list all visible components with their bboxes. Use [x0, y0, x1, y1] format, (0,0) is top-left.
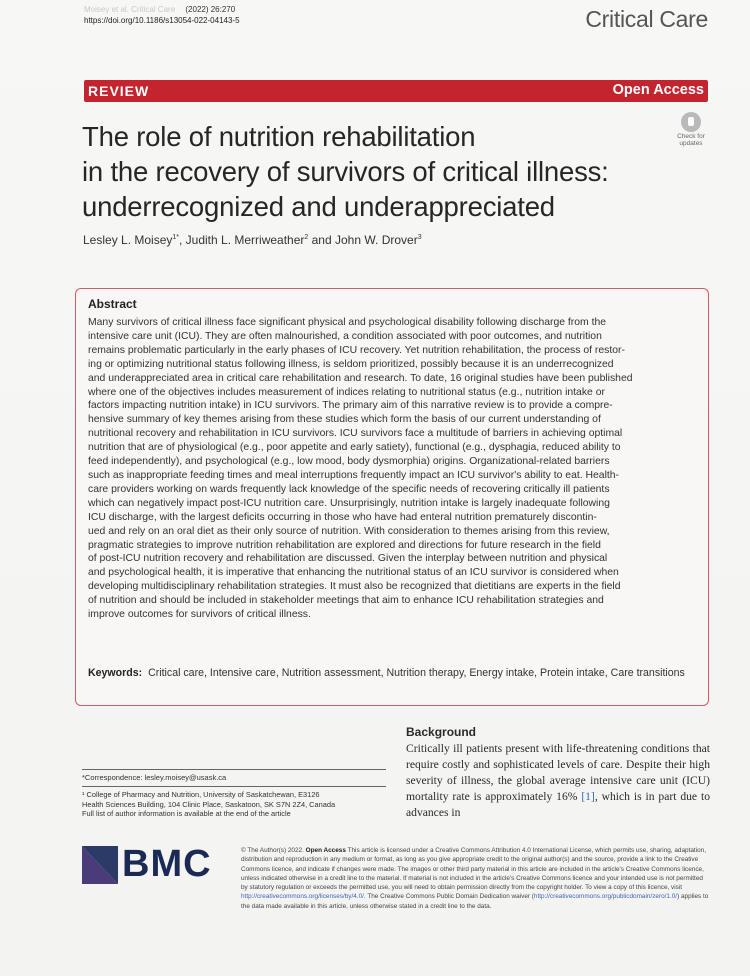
abstract-line: ing or optimizing nutritional status following illness, is seldom prioritized, possibly because it is an underrecognized [88, 358, 614, 370]
author-separator: , [179, 233, 186, 247]
license-text [241, 846, 711, 911]
article-type-banner [84, 80, 708, 102]
keywords [88, 666, 694, 680]
abstract-line: of nutrition and should be included in stakeholder meetings that aim to enhance ICU rehabilitation strategies and [88, 595, 604, 607]
author-name[interactable]: Lesley L. Moisey [83, 233, 173, 247]
abstract-line: feed independently), and psychological (e.g., low mood, body dysmorphia) origins. Organizational-related barriers [88, 456, 610, 468]
abstract-line: care providers working on wards frequently lack knowledge of the specific needs of recovering critically ill patients [88, 483, 610, 495]
license-open-access: Open Access [305, 847, 346, 854]
volume-info: (2022) 26:270 [185, 5, 236, 14]
license-part: © The Author(s) 2022. [241, 847, 306, 854]
author-list [83, 233, 422, 247]
author-name[interactable]: John W. Drover [335, 233, 418, 247]
check-updates-icon [681, 112, 701, 132]
abstract-line: hensive summary of key themes arising from these studies which form the basis of our current understanding of [88, 414, 601, 426]
abstract-heading: Abstract [88, 297, 137, 311]
affiliation-line: ¹ College of Pharmacy and Nutrition, University of Saskatchewan, E3126 [82, 790, 320, 799]
badge-line: Check for [677, 133, 705, 140]
abstract-line: nutritional recovery and rehabilitation in ICU survivors. ICU survivors face a multitude of barriers in achieving optimal [88, 428, 623, 440]
abstract-line: and psychological health, it is imperative that enhancing the nutritional status of an ICU survivor is considered when [88, 567, 619, 579]
abstract-box [75, 288, 709, 706]
body-text: , which is in part due to advances in [406, 790, 710, 819]
abstract-line: intensive care unit (ICU). They are often malnourished, a condition associated with poor outcomes, and nutrition [88, 330, 602, 342]
background-text [406, 741, 710, 821]
abstract-line: pragmatic strategies to improve nutrition rehabilitation are explored and directions for future research in the field [88, 539, 601, 551]
journal-name: Critical Care [585, 6, 708, 32]
author-affiliation-mark: 1* [172, 234, 179, 241]
affiliation [82, 790, 386, 819]
divider [82, 786, 386, 787]
publisher-name: BMC [122, 843, 212, 885]
abstract-line: such as inappropriate feeding times and meal interruptions frequently impact an ICU survivor's ability to eat. Health- [88, 469, 620, 481]
author-separator: and [308, 233, 335, 247]
divider [82, 769, 386, 770]
affiliation-line: Health Sciences Building, 104 Clinic Place, Saskatoon, SK S7N 2Z4, Canada [82, 799, 336, 809]
abstract-line: of post-ICU nutrition recovery and rehabilitation are discussed. Given the interplay between nutrition and physical [88, 553, 608, 565]
abstract-line: which can negatively impact post-ICU nutrition care. Unsurprisingly, nutrition intake is largely inadequate following [88, 497, 610, 509]
abstract-line: Many survivors of critical illness face significant physical and psychological disability following discharge from the [88, 317, 607, 328]
abstract-line: improve outcomes for survivors of critical illness. [88, 609, 311, 621]
title-line: in the recovery of survivors of critical illness: [82, 156, 609, 187]
license-part: This article is licensed under a Creative Commons Attribution 4.0 International License, which permits use, sharing, adaptation, distribution and reproduction in any medium or format, as long as you give appropriate credit to the original author(s) and the source, provide a link to the Creative Commons licence, and indicate if changes were made. The images or other third party material in this article are included in the article's Creative Commons licence, unless indicated otherwise in a credit line to the material. If material is not included in the article's Creative Commons licence and your intended use is not permitted by statutory regulation or exceeds the permitted use, you will need to obtain permission directly from the copyright holder. To view a copy of this licence, visit [241, 847, 706, 892]
article-header-meta [84, 4, 240, 26]
correspondence: *Correspondence: lesley.moisey@usask.ca [82, 773, 227, 782]
keywords-label: Keywords: [88, 667, 143, 679]
doi-link[interactable]: https://doi.org/10.1186/s13054-022-04143-5 [84, 16, 240, 25]
license-part: . The Creative Commons Public Domain Dedication waiver ( [363, 893, 534, 901]
badge-line: updates [679, 140, 703, 147]
title-line: The role of nutrition rehabilitation [82, 121, 476, 152]
article-title [82, 119, 672, 224]
body-text: Critically ill patients present with life-threatening conditions that require costly and sophisticated levels of care. Despite their high severity of illness, the global average intensive care unit (ICU) mortality rate is approximately 16% [406, 742, 710, 803]
section-heading: Background [406, 725, 477, 739]
abstract-line: developing multidisciplinary rehabilitation strategies. It must also be recognized that dietitians are experts in the field [88, 581, 621, 593]
title-line: underrecognized and underappreciated [82, 191, 555, 222]
background-section [406, 725, 710, 821]
abstract-line: and underappreciated area in critical care rehabilitation and research. To date, 16 original studies have been published [88, 372, 633, 384]
keywords-list: Critical care, Intensive care, Nutrition assessment, Nutrition therapy, Energy intake, Protein intake, Care transitions [148, 667, 685, 679]
author-affiliation-mark: 2 [304, 234, 309, 241]
reference-link[interactable]: [1] [581, 790, 595, 803]
abstract-line: ICU discharge, with the largest deficits occurring in those who have had enteral nutrition prematurely discontin- [88, 511, 597, 523]
abstract-text [88, 316, 694, 622]
abstract-line: where one of the objectives includes measurement of indices relating to nutritional status (e.g., nutrition intake or [88, 386, 605, 398]
citation: Moisey et al. Critical Care [84, 5, 176, 14]
abstract-line: remains problematic particularly in the early phases of ICU recovery. Yet nutrition rehabilitation, the process of restor- [88, 344, 625, 356]
license-link[interactable]: http://creativecommons.org/licenses/by/4.0/ [241, 893, 364, 901]
license-part: ) applies to the data made available in this article, unless otherwise stated in a credit line to the data. [241, 893, 709, 910]
author-affiliation-mark: 3 [417, 234, 422, 241]
bmc-mark-icon [82, 846, 118, 884]
affiliation-line: Full list of author information is available at the end of the article [82, 809, 291, 818]
abstract-line: nutrition that are of physiological (e.g., poor appetite and early satiety), functional (e.g., dysphagia, reduced ability to [88, 442, 621, 454]
abstract-line: factors impacting nutrition intake) in ICU survivors. The primary aim of this narrative review is to provide a compre- [88, 400, 613, 412]
bmc-logo [82, 843, 222, 886]
author-name[interactable]: Judith L. Merriweather [185, 233, 305, 247]
open-access-label: Open Access [612, 82, 704, 98]
check-for-updates-badge[interactable] [671, 112, 711, 146]
license-link[interactable]: http://creativecommons.org/publicdomain/zero/1.0/ [533, 893, 678, 901]
article-type-label: REVIEW [88, 83, 150, 99]
abstract-line: ued and rely on an oral diet as their only source of nutrition. With consideration to themes arising from this review, [88, 525, 610, 537]
